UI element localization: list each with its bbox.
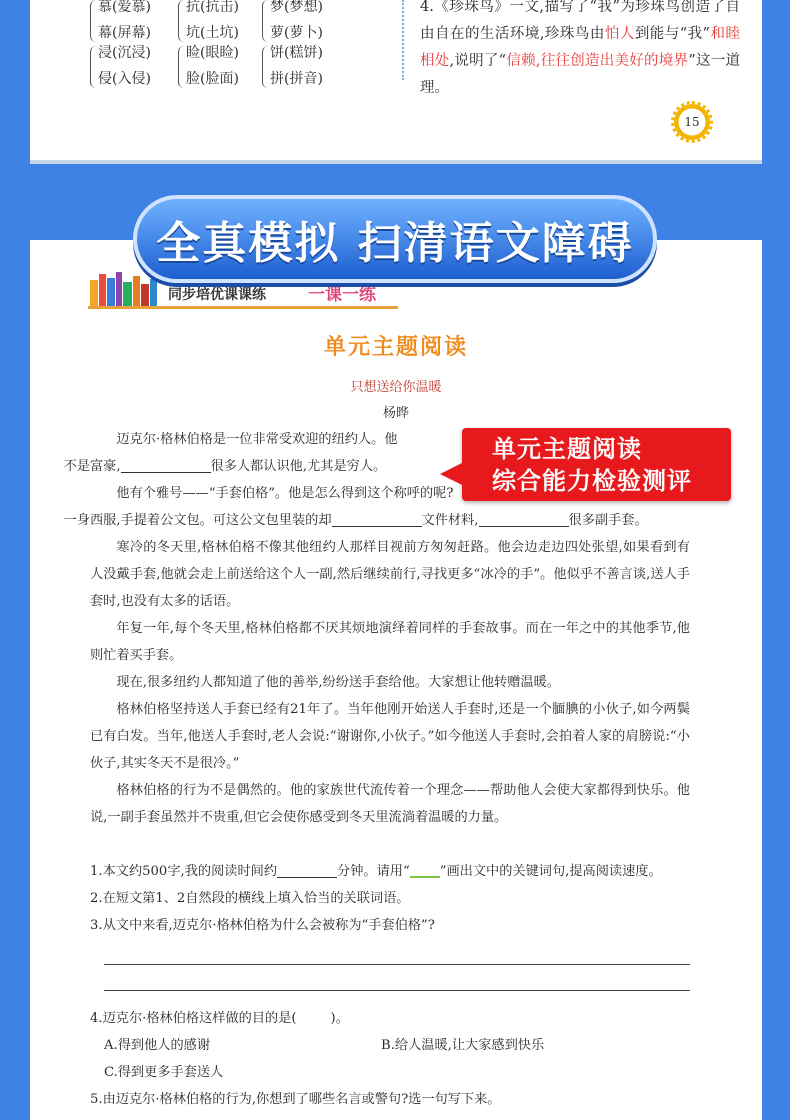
paragraph: 他有个雅号——“手套伯格”。他是怎么得到这个称呼的呢? 一身西服,手提着公文包。可这公文包里装的却 文件材料, 很多副手套。	[63, 486, 648, 528]
callout-line-2: 综合能力检验测评	[492, 466, 692, 495]
word-group: 抗(抗击) 坑(土坑)	[186, 0, 239, 46]
word-group: 饼(糕饼) 拼(拼音)	[270, 40, 323, 92]
answer-q4: 4.《珍珠鸟》一文,描写了“我”为珍珠鸟创造了自由自在的生活环境,珍珠鸟由怕人到能与“我”和睦相处,说明了“信赖,往往创造出美好的境界”这一道理。	[420, 0, 741, 96]
paragraph: 寒冷的冬天里,格林伯格不像其他纽约人那样目视前方匆匆赶路。他会边走边四处张望,如果看到有人没戴手套,他就会走上前送给这个人一副,然后继续前行,寻找更多“冰冷的手”。他似乎不善言谈,送人手套时,也没有太多的话语。	[90, 540, 690, 609]
worksheet-page	[30, 240, 762, 1120]
paragraph: 迈克尔·格林伯格是一位非常受欢迎的纽约人。他 不是富豪, 很多人都认识他,尤其是穷人。	[63, 432, 398, 474]
question-2: 2.在短文第1、2自然段的横线上填入恰当的关联词语。	[90, 891, 410, 906]
answer-line[interactable]	[104, 965, 690, 991]
banner-text: 全真模拟 扫清语文障碍	[156, 218, 634, 269]
question-list	[90, 858, 690, 1113]
fill-blank[interactable]	[121, 457, 211, 473]
books-icon	[88, 270, 160, 308]
page-number-badge: 15	[674, 104, 710, 140]
paragraph: 格林伯格的行为不是偶然的。他的家族世代流传着一个理念——帮助他人会使大家都得到快乐。他说,一副手套虽然并不贵重,但它会使你感受到冬天里流淌着温暖的力量。	[90, 783, 690, 825]
question-1: 1.本文约500字,我的阅读时间约 分钟。请用“ ”画出文中的关键词句,提高阅读速度。	[90, 864, 662, 879]
option-c[interactable]: C.得到更多手套送人	[104, 1065, 224, 1080]
paragraph: 年复一年,每个冬天里,格林伯格都不厌其烦地演绎着同样的手套故事。而在一年之中的其他季节,他则忙着买手套。	[90, 621, 690, 663]
question-3: 3.从文中来看,迈克尔·格林伯格为什么会被称为“手套伯格”?	[90, 918, 435, 933]
section-label: 同步培优课课练	[168, 287, 266, 303]
fill-blank[interactable]	[332, 511, 422, 527]
question-4: 4.迈克尔·格林伯格这样做的目的是( )。	[90, 1011, 349, 1026]
options	[90, 1032, 690, 1086]
promo-banner	[133, 195, 657, 283]
word-group: 睑(眼睑) 脸(脸面)	[186, 40, 239, 92]
time-blank[interactable]	[277, 862, 337, 878]
passage-title: 只想送给你温暖	[350, 380, 442, 395]
answer-line[interactable]	[104, 939, 690, 965]
section-underline	[88, 306, 398, 309]
previous-page-fragment	[30, 0, 762, 160]
word-group: 浸(沉浸) 侵(入侵)	[98, 40, 151, 92]
word-group: 慕(爱慕) 幕(屏幕)	[98, 0, 151, 46]
option-a[interactable]: A.得到他人的感谢	[104, 1038, 211, 1053]
question-5: 5.由迈克尔·格林伯格的行为,你想到了哪些名言或警句?选一句写下来。	[90, 1092, 501, 1107]
fill-blank[interactable]	[479, 511, 569, 527]
passage-author: 杨晔	[382, 406, 409, 421]
paragraph: 现在,很多纽约人都知道了他的善举,纷纷送手套给他。大家想让他转赠温暖。	[116, 675, 560, 690]
section-highlight: 一课一练	[308, 285, 376, 305]
paragraph: 格林伯格坚持送人手套已经有21年了。当年他刚开始送人手套时,还是一个腼腆的小伙子,如今两鬓已有白发。当年,他送人手套时,老人会说:“谢谢你,小伙子。”如今他送人手套时,会拍着人家的肩膀说:“小伙子,其实冬天不是很冷。”	[90, 702, 690, 771]
column-divider	[402, 0, 404, 80]
unit-title: 单元主题阅读	[323, 335, 468, 360]
underline-sample	[410, 862, 440, 878]
feature-callout	[462, 428, 731, 501]
word-group: 梦(梦想) 萝(萝卜)	[270, 0, 323, 46]
callout-line-1: 单元主题阅读	[492, 434, 642, 463]
option-b[interactable]: B.给人温暖,让大家感到快乐	[381, 1038, 545, 1053]
